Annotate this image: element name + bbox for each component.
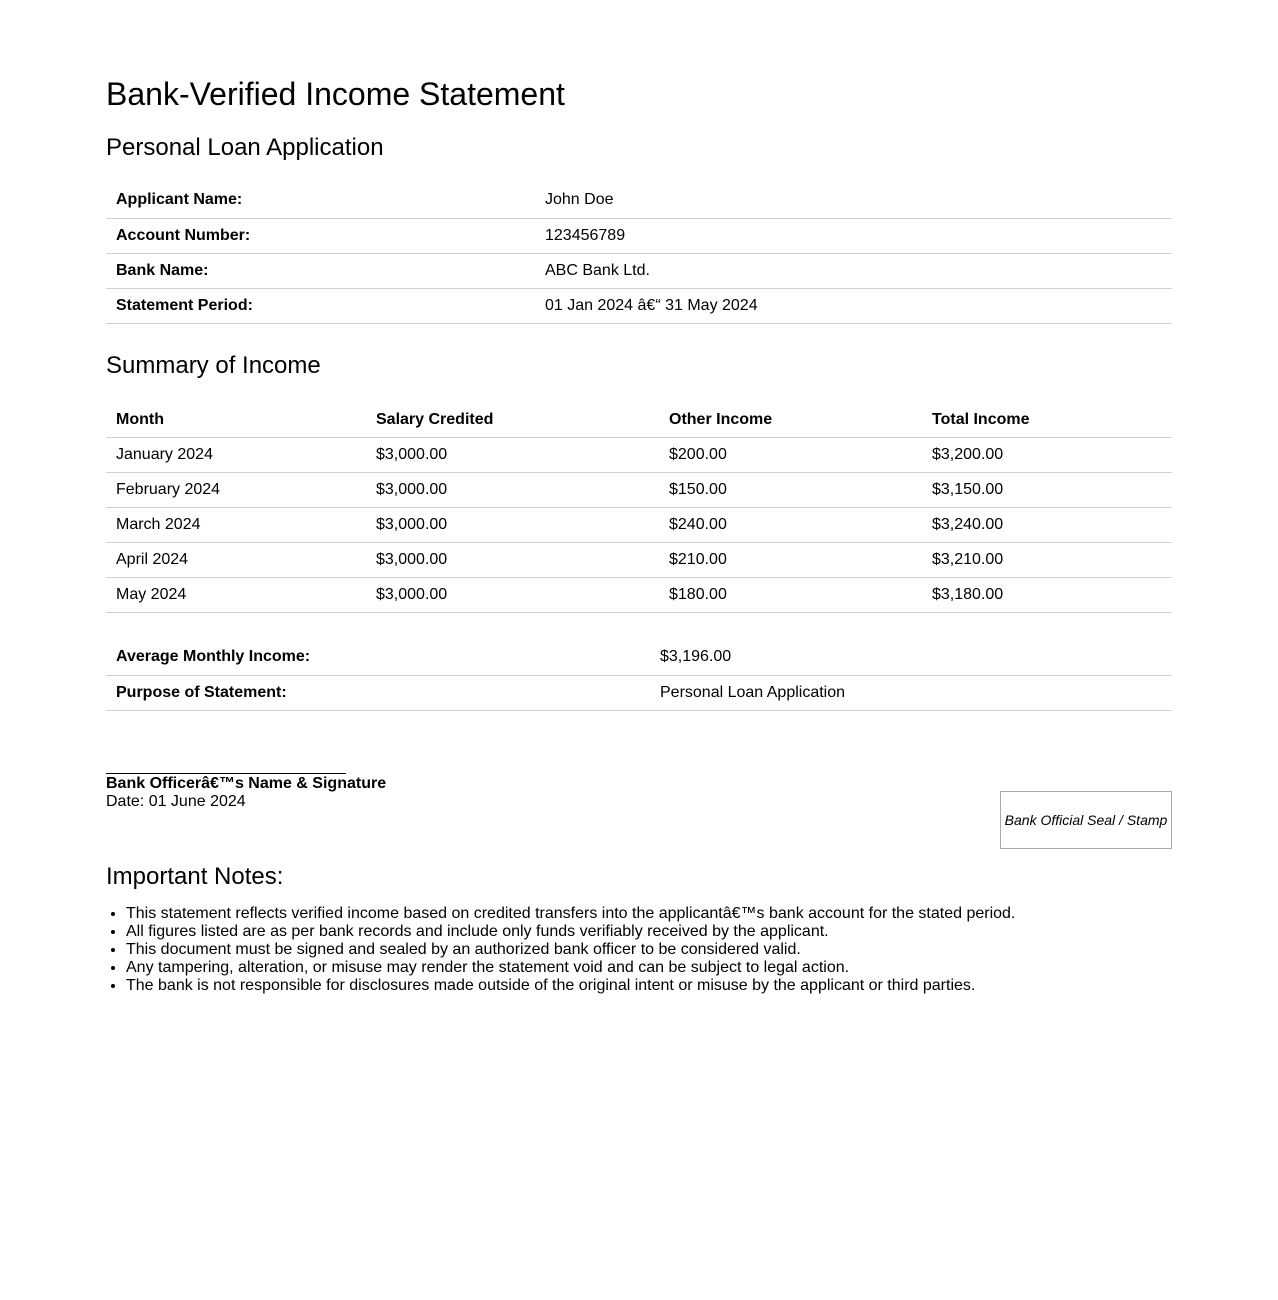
list-item: • This statement reflects verified income based on credited transfers into the applicantâ€™s bank account for the stated period. [126,905,1172,923]
statement-document [106,0,1172,995]
cell-other-income: $210.00 [659,543,922,578]
info-value: 123456789 [535,218,1172,253]
totals-label: Purpose of Statement: [106,675,650,710]
cell-other-income: $180.00 [659,578,922,613]
cell-salary: $3,000.00 [366,473,659,508]
cell-total-income: $3,240.00 [922,508,1172,543]
totals-row-average [106,640,1172,675]
cell-month: March 2024 [106,508,366,543]
list-item: • This document must be signed and sealed by an authorized bank officer to be considered valid. [126,941,1172,959]
summary-title: Summary of Income [106,351,321,379]
info-value: John Doe [535,183,1172,218]
info-row-applicant-name [106,183,1172,218]
list-item: • Any tampering, alteration, or misuse may render the statement void and can be subject to legal action. [126,959,1172,977]
info-value: ABC Bank Ltd. [535,253,1172,288]
totals-row-purpose [106,675,1172,710]
cell-salary: $3,000.00 [366,508,659,543]
document-title: Bank-Verified Income Statement [106,76,565,112]
cell-salary: $3,000.00 [366,543,659,578]
table-row [106,578,1172,613]
totals-label: Average Monthly Income: [106,640,650,675]
info-label: Account Number: [106,218,535,253]
cell-total-income: $3,180.00 [922,578,1172,613]
cell-salary: $3,000.00 [366,578,659,613]
totals-value: Personal Loan Application [650,675,1172,710]
list-item: • All figures listed are as per bank records and include only funds verifiably received by the applicant. [126,923,1172,941]
table-row [106,438,1172,473]
info-row-bank-name [106,253,1172,288]
notes-list [106,905,1172,995]
info-label: Bank Name: [106,253,535,288]
column-header-other-income: Other Income [659,403,922,438]
table-header-row [106,403,1172,438]
document-subtitle: Personal Loan Application [106,134,384,161]
cell-total-income: $3,200.00 [922,438,1172,473]
table-row [106,543,1172,578]
column-header-salary: Salary Credited [366,403,659,438]
totals-table [106,640,1172,711]
info-row-account-number [106,218,1172,253]
cell-month: April 2024 [106,543,366,578]
list-item: • The bank is not responsible for disclosures made outside of the original intent or misuse by the applicant or third parties. [126,977,1172,995]
cell-total-income: $3,210.00 [922,543,1172,578]
cell-salary: $3,000.00 [366,438,659,473]
notes-title: Important Notes: [106,862,284,890]
info-label: Statement Period: [106,288,535,323]
signature-label: Bank Officerâ€™s Name & Signature [106,774,387,792]
column-header-total-income: Total Income [922,403,1172,438]
column-header-month: Month [106,403,366,438]
signature-section [106,773,1172,863]
income-summary-table [106,403,1172,614]
applicant-info-table [106,183,1172,324]
info-label: Applicant Name: [106,183,535,218]
cell-month: January 2024 [106,438,366,473]
seal-box [1000,791,1172,849]
info-row-statement-period [106,288,1172,323]
seal-text: Bank Official Seal / Stamp [1004,811,1168,828]
cell-month: February 2024 [106,473,366,508]
table-row [106,508,1172,543]
info-value: 01 Jan 2024 â€“ 31 May 2024 [535,288,1172,323]
cell-other-income: $150.00 [659,473,922,508]
signature-date: Date: 01 June 2024 [106,792,246,810]
cell-month: May 2024 [106,578,366,613]
cell-other-income: $240.00 [659,508,922,543]
cell-total-income: $3,150.00 [922,473,1172,508]
totals-value: $3,196.00 [650,640,1172,675]
signature-line [106,773,346,774]
cell-other-income: $200.00 [659,438,922,473]
table-row [106,473,1172,508]
